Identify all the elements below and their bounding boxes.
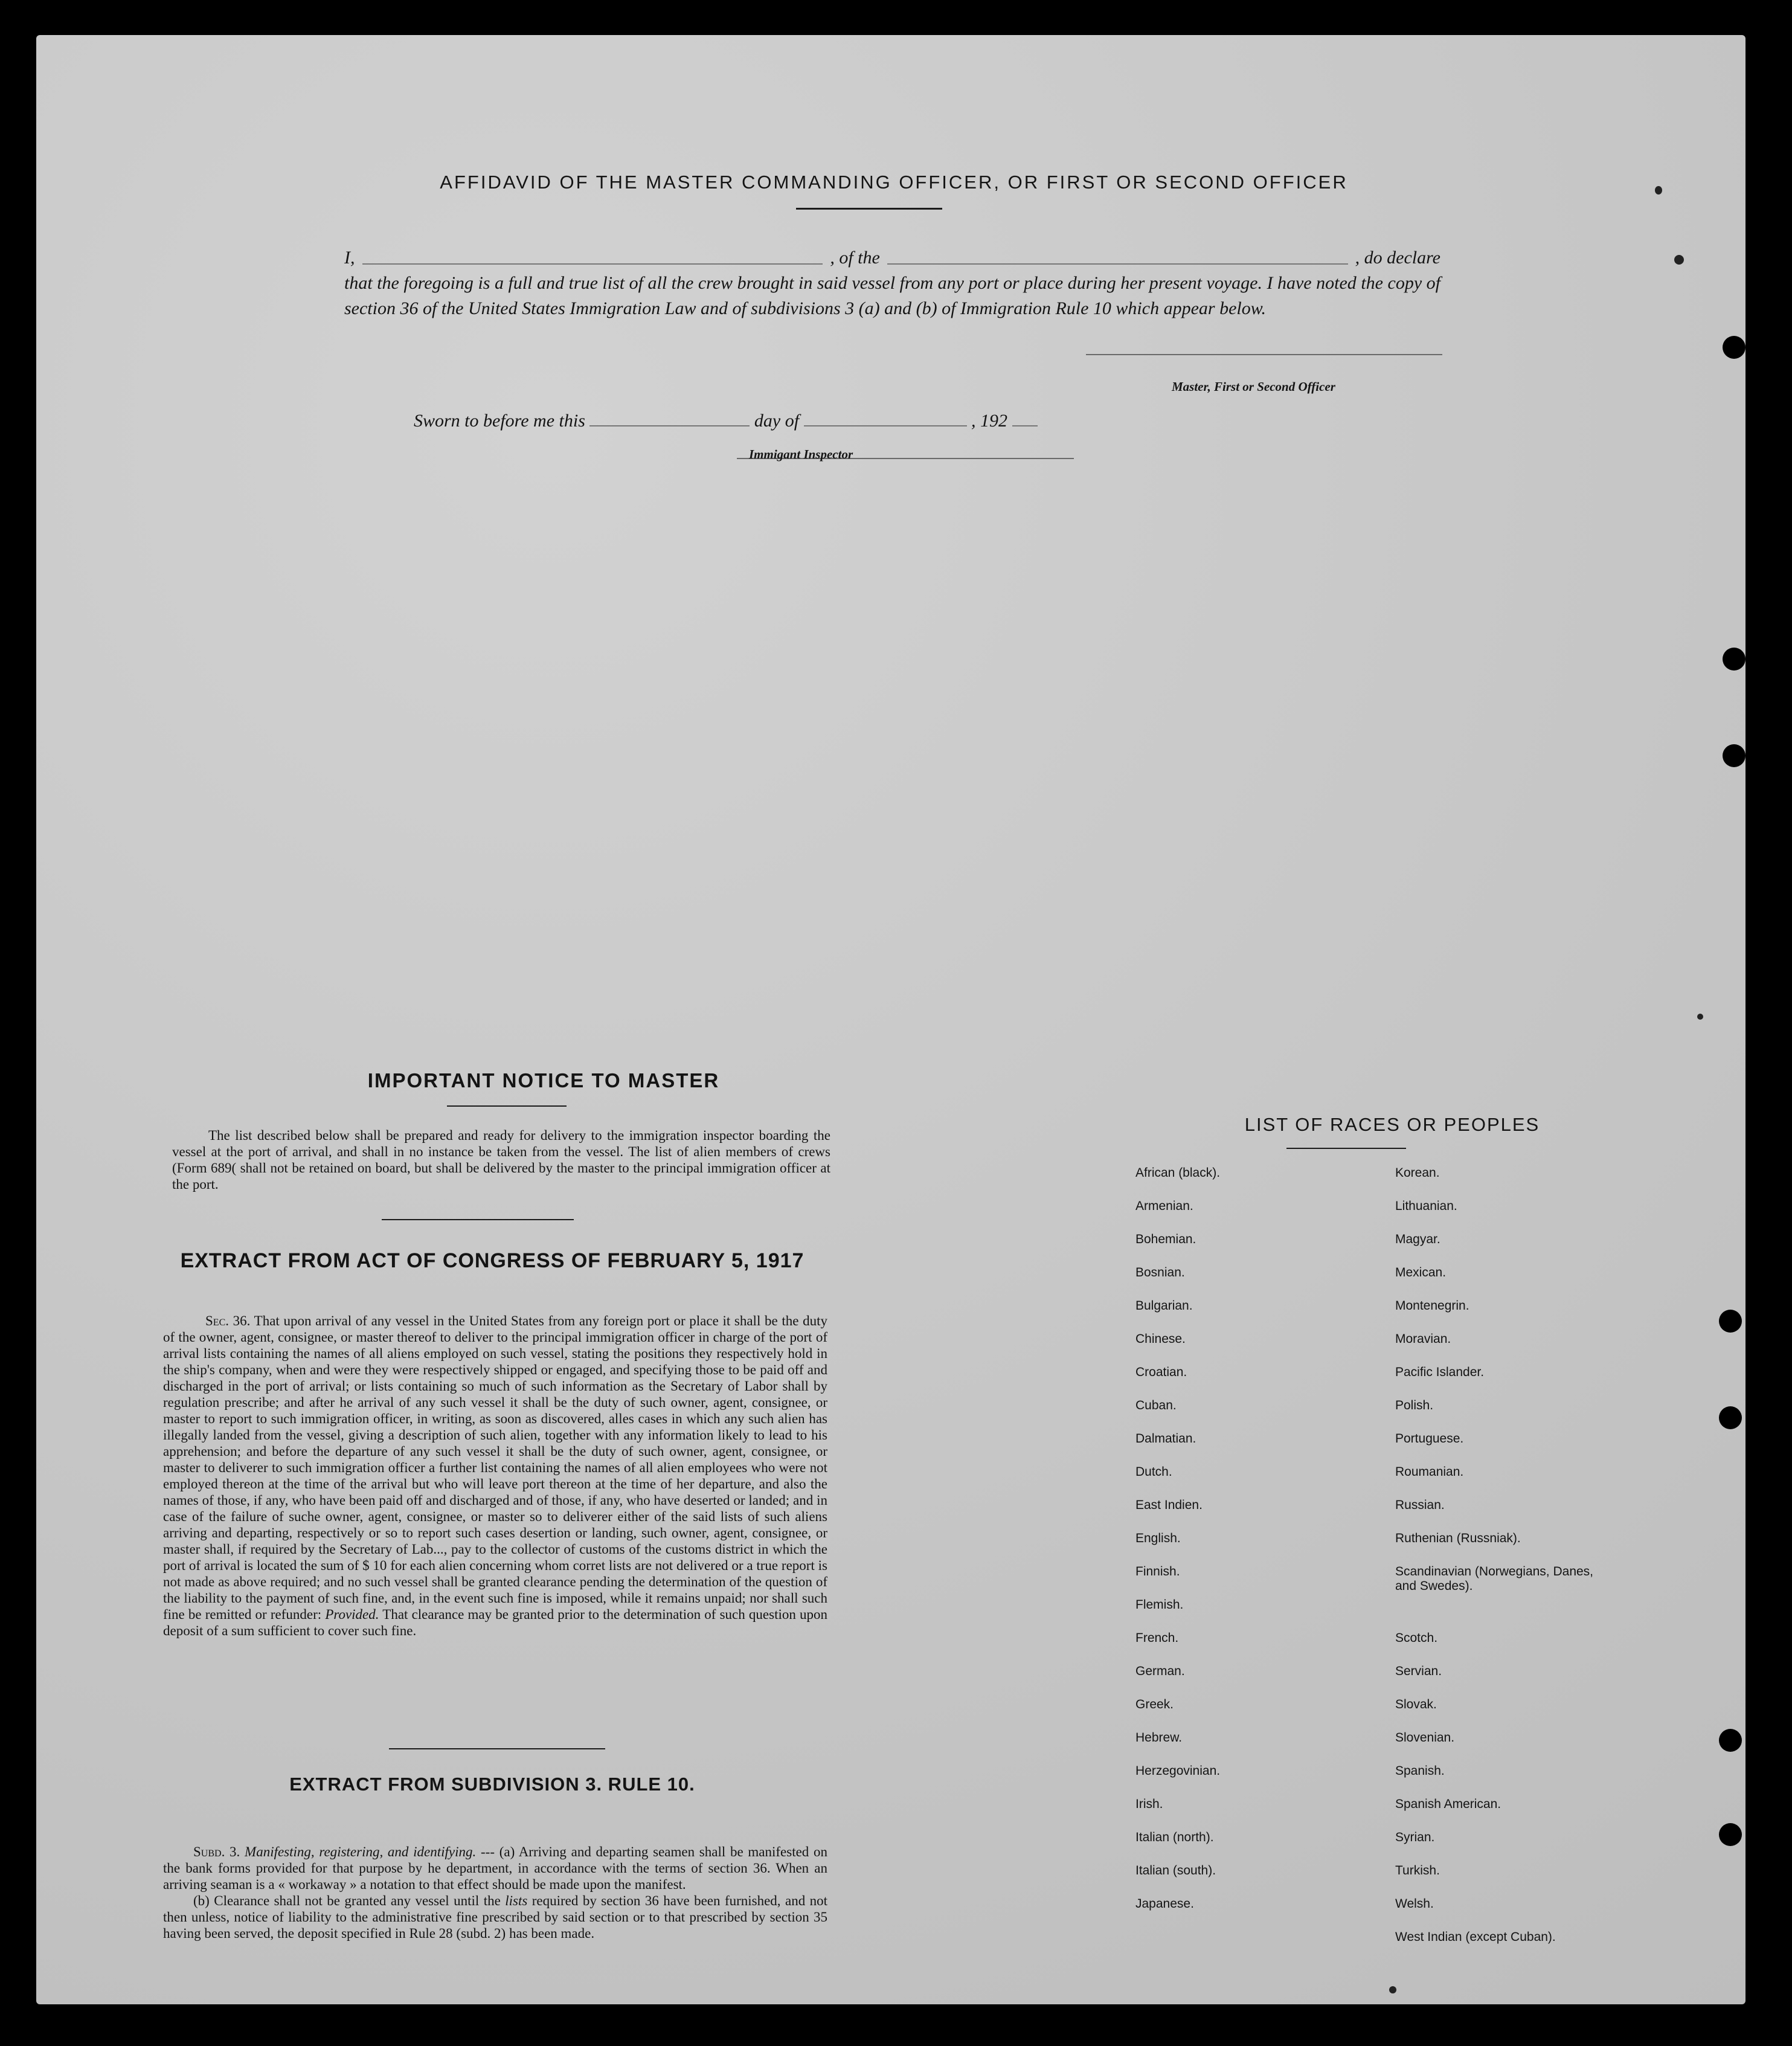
race-item: Armenian. [1135,1199,1193,1213]
subdivision-para-b-start: (b) Clearance shall not be granted any vessel until the [193,1893,501,1908]
ink-speck [1697,1014,1703,1020]
race-item: Lithuanian. [1395,1199,1457,1213]
name-blank [362,245,823,265]
race-item: East Indien. [1135,1498,1203,1512]
race-item: Italian (south). [1135,1864,1216,1877]
document-page [36,35,1745,2004]
punch-hole [1719,1406,1742,1429]
inspector-label: Immigant Inspector [749,447,853,462]
race-item: Italian (north). [1135,1830,1214,1844]
notice-text: The list described below shall be prepared and ready for delivery to the immigration inspector boarding the vessel at the port of arrival, and shall in no instance be taken from the vessel. The list of alien members of crews (Form 689( shall not be retained on board, but shall be delivered by the master to the principal immigration officer at the port. [172,1128,830,1192]
sworn-prefix: Sworn to before me this [414,411,585,431]
subdivision-3-text [163,1844,827,1941]
declaration-text [344,245,1440,321]
sworn-date-blank [589,425,750,426]
race-item: Russian. [1395,1498,1445,1512]
punch-hole [1723,648,1745,671]
race-item: Portuguese. [1395,1432,1464,1446]
punch-hole [1719,1729,1742,1752]
race-item: Mexican. [1395,1266,1447,1279]
race-item: Polish. [1395,1398,1434,1412]
race-item: Bohemian. [1135,1232,1196,1246]
declaration-i: I, [344,248,355,268]
race-item: Pacific Islander. [1395,1365,1485,1379]
race-item: Welsh. [1395,1897,1434,1911]
vessel-blank [887,245,1348,265]
act-extract-title: EXTRACT FROM ACT OF CONGRESS OF FEBRUARY 5, 1917 [180,1249,804,1272]
race-item: English. [1135,1531,1181,1545]
rule-extract-title: EXTRACT FROM SUBDIVISION 3. RULE 10. [289,1774,695,1795]
race-item: Scandinavian (Norwegians, Danes, and Swedes). [1395,1565,1594,1593]
race-item: Cuban. [1135,1398,1177,1412]
punch-hole [1723,744,1745,767]
race-item: Slovak. [1395,1697,1437,1711]
race-item: Slovenian. [1395,1731,1455,1745]
subdivision-3-para-b [163,1893,827,1941]
race-item: French. [1135,1631,1179,1645]
sworn-month-blank [804,425,967,426]
race-item: Hebrew. [1135,1731,1183,1745]
section-36-body: That upon arrival of any vessel in the United States from any foreign port or place it shall be the duty of the owner, agent, consignee, or master thereof to deliver to the principal immigration officer in charge of the port of arrival lists containing the names of all aliens employed on such vessel, stating the positions they respectively hold in the ship's company, when and were they were respectively shipped or engaged, and specifying those to be paid off and discharged in the port of arrival; or lists containing so much of such information as the Secretary of Labor shall by regulation prescribe; and after he arrival of any such vessel it shall be the duty of such owner, agent, consignee, or master to report to such immigration officer, in writing, as soon as discovered, alles cases in which any such alien has illegally landed from the vessel, giving a description of such alien, together with any information likely to lead to his apprehension; and before the departure of any such vessel it shall be the duty of such owner, agent, consignee, or master to deliverer to such immigration officer a further list containing the names of all alien employees who were not employed thereon at the time of the arrival but who will leave port thereon at the time of her departure, and also the names of those, if any, who have been paid off and discharged and of those, if any, who have deserted or landed; and in case of the failure of suche owner, agent, consignee, or master so to deliverer either of the said lists of such aliens arriving and departing, respectively or so to report such cases desertion or landing, such owner, agent, consignee, or master shall, if required by the Secretary of Lab..., pay to the collector of customs of the customs district in which the port of arrival is located the sum of $ 10 for each alien concerning whom corret lists are not delivered or a true report is not made as above required; and no such vessel shall be granted clearance pending the determination of the question of the liability to the payment of such fine, and, in the event such fine is imposed, while it remains unpaid; nor shall such fine be remitted or refunder: [163,1313,827,1622]
race-item: Spanish American. [1395,1797,1501,1811]
races-underline [1286,1148,1406,1149]
act-divider [389,1748,605,1749]
race-item: Croatian. [1135,1365,1187,1379]
subdivision-label: Subd. 3. [193,1844,240,1859]
notice-underline [447,1105,567,1107]
sworn-year-blank [1012,425,1038,426]
sworn-day-of: day of [754,411,800,431]
punch-hole [1719,1310,1742,1333]
sworn-year: , 192 [971,411,1008,431]
race-item: Roumanian. [1395,1465,1464,1479]
race-item: West Indian (except Cuban). [1395,1930,1556,1944]
notice-divider [382,1219,574,1220]
subdivision-para-a: --- (a) Arriving and departing seamen shall be manifested on the bank forms provided for that purpose by he department, in accordance with the terms of section 36. When an arriving seaman is a « workaway » a notation to that effect should be made upon the manifest. [163,1844,828,1892]
punch-hole [1723,336,1745,359]
race-item: Chinese. [1135,1332,1186,1346]
subdivision-heading: Manifesting, registering, and identifying. [245,1844,477,1859]
ink-speck [1389,1986,1396,1993]
races-column-left [1135,1166,1395,1963]
race-item: Servian. [1395,1664,1442,1678]
section-36-tail: That clearance may be granted prior to the determination of such question upon deposit of a sum sufficient to cover such fine. [163,1607,828,1638]
race-item: African (black). [1135,1166,1221,1180]
race-item: Bulgarian. [1135,1299,1193,1313]
notice-title: IMPORTANT NOTICE TO MASTER [367,1069,720,1092]
race-item: Scotch. [1395,1631,1438,1645]
race-item: Bosnian. [1135,1266,1185,1279]
affidavit-title: AFFIDAVID OF THE MASTER COMMANDING OFFICER, OR FIRST OR SECOND OFFICER [440,172,1348,193]
race-item: Ruthenian (Russniak). [1395,1531,1521,1545]
ink-speck [1674,255,1684,265]
race-item: Dutch. [1135,1465,1172,1479]
signature-line [1086,354,1442,355]
declaration-of-the: , of the [830,248,880,268]
race-item: Moravian. [1395,1332,1451,1346]
race-item: Finnish. [1135,1565,1180,1578]
race-item: Montenegrin. [1395,1299,1469,1313]
races-list [1135,1166,1607,1963]
races-title: LIST OF RACES OR PEOPLES [1244,1114,1540,1135]
race-item: Irish. [1135,1797,1163,1811]
subdivision-para-b-end: required by section 36 have been furnished, and not then unless, notice of liability to the administrative fine prescribed by said section or to that prescribed by section 35 having been served, the deposit specified in Rule 28 (subd. 2) has been made. [163,1893,828,1941]
race-item: Flemish. [1135,1598,1184,1612]
section-36-text [163,1313,827,1639]
signature-label: Master, First or Second Officer [1172,379,1335,394]
race-item: Korean. [1395,1166,1440,1180]
race-item: Syrian. [1395,1830,1435,1844]
punch-hole [1719,1823,1742,1846]
section-36-label: Sec. 36. [205,1313,251,1328]
race-item: Japanese. [1135,1897,1194,1911]
subdivision-para-b-lists: lists [505,1893,528,1908]
title-underline [796,208,942,210]
race-item: Magyar. [1395,1232,1440,1246]
race-item: Spanish. [1395,1764,1445,1778]
race-item: Herzegovinian. [1135,1764,1221,1778]
races-column-right [1395,1166,1607,1963]
race-item: Turkish. [1395,1864,1440,1877]
declaration-body: that the foregoing is a full and true list of all the crew brought in said vessel from any port or place during her present voyage. I have noted the copy of section 36 of the United States Immigration Law and of subdivisions 3 (a) and (b) of Immigration Rule 10 which appear below. [344,273,1440,318]
ink-speck [1655,186,1662,195]
section-36-provided: Provided. [325,1607,379,1622]
subdivision-3-para-a [163,1844,827,1893]
declaration-do-declare: , do declare [1355,248,1440,268]
race-item: German. [1135,1664,1185,1678]
race-item: Dalmatian. [1135,1432,1196,1446]
sworn-line [414,411,1038,431]
race-item: Greek. [1135,1697,1174,1711]
